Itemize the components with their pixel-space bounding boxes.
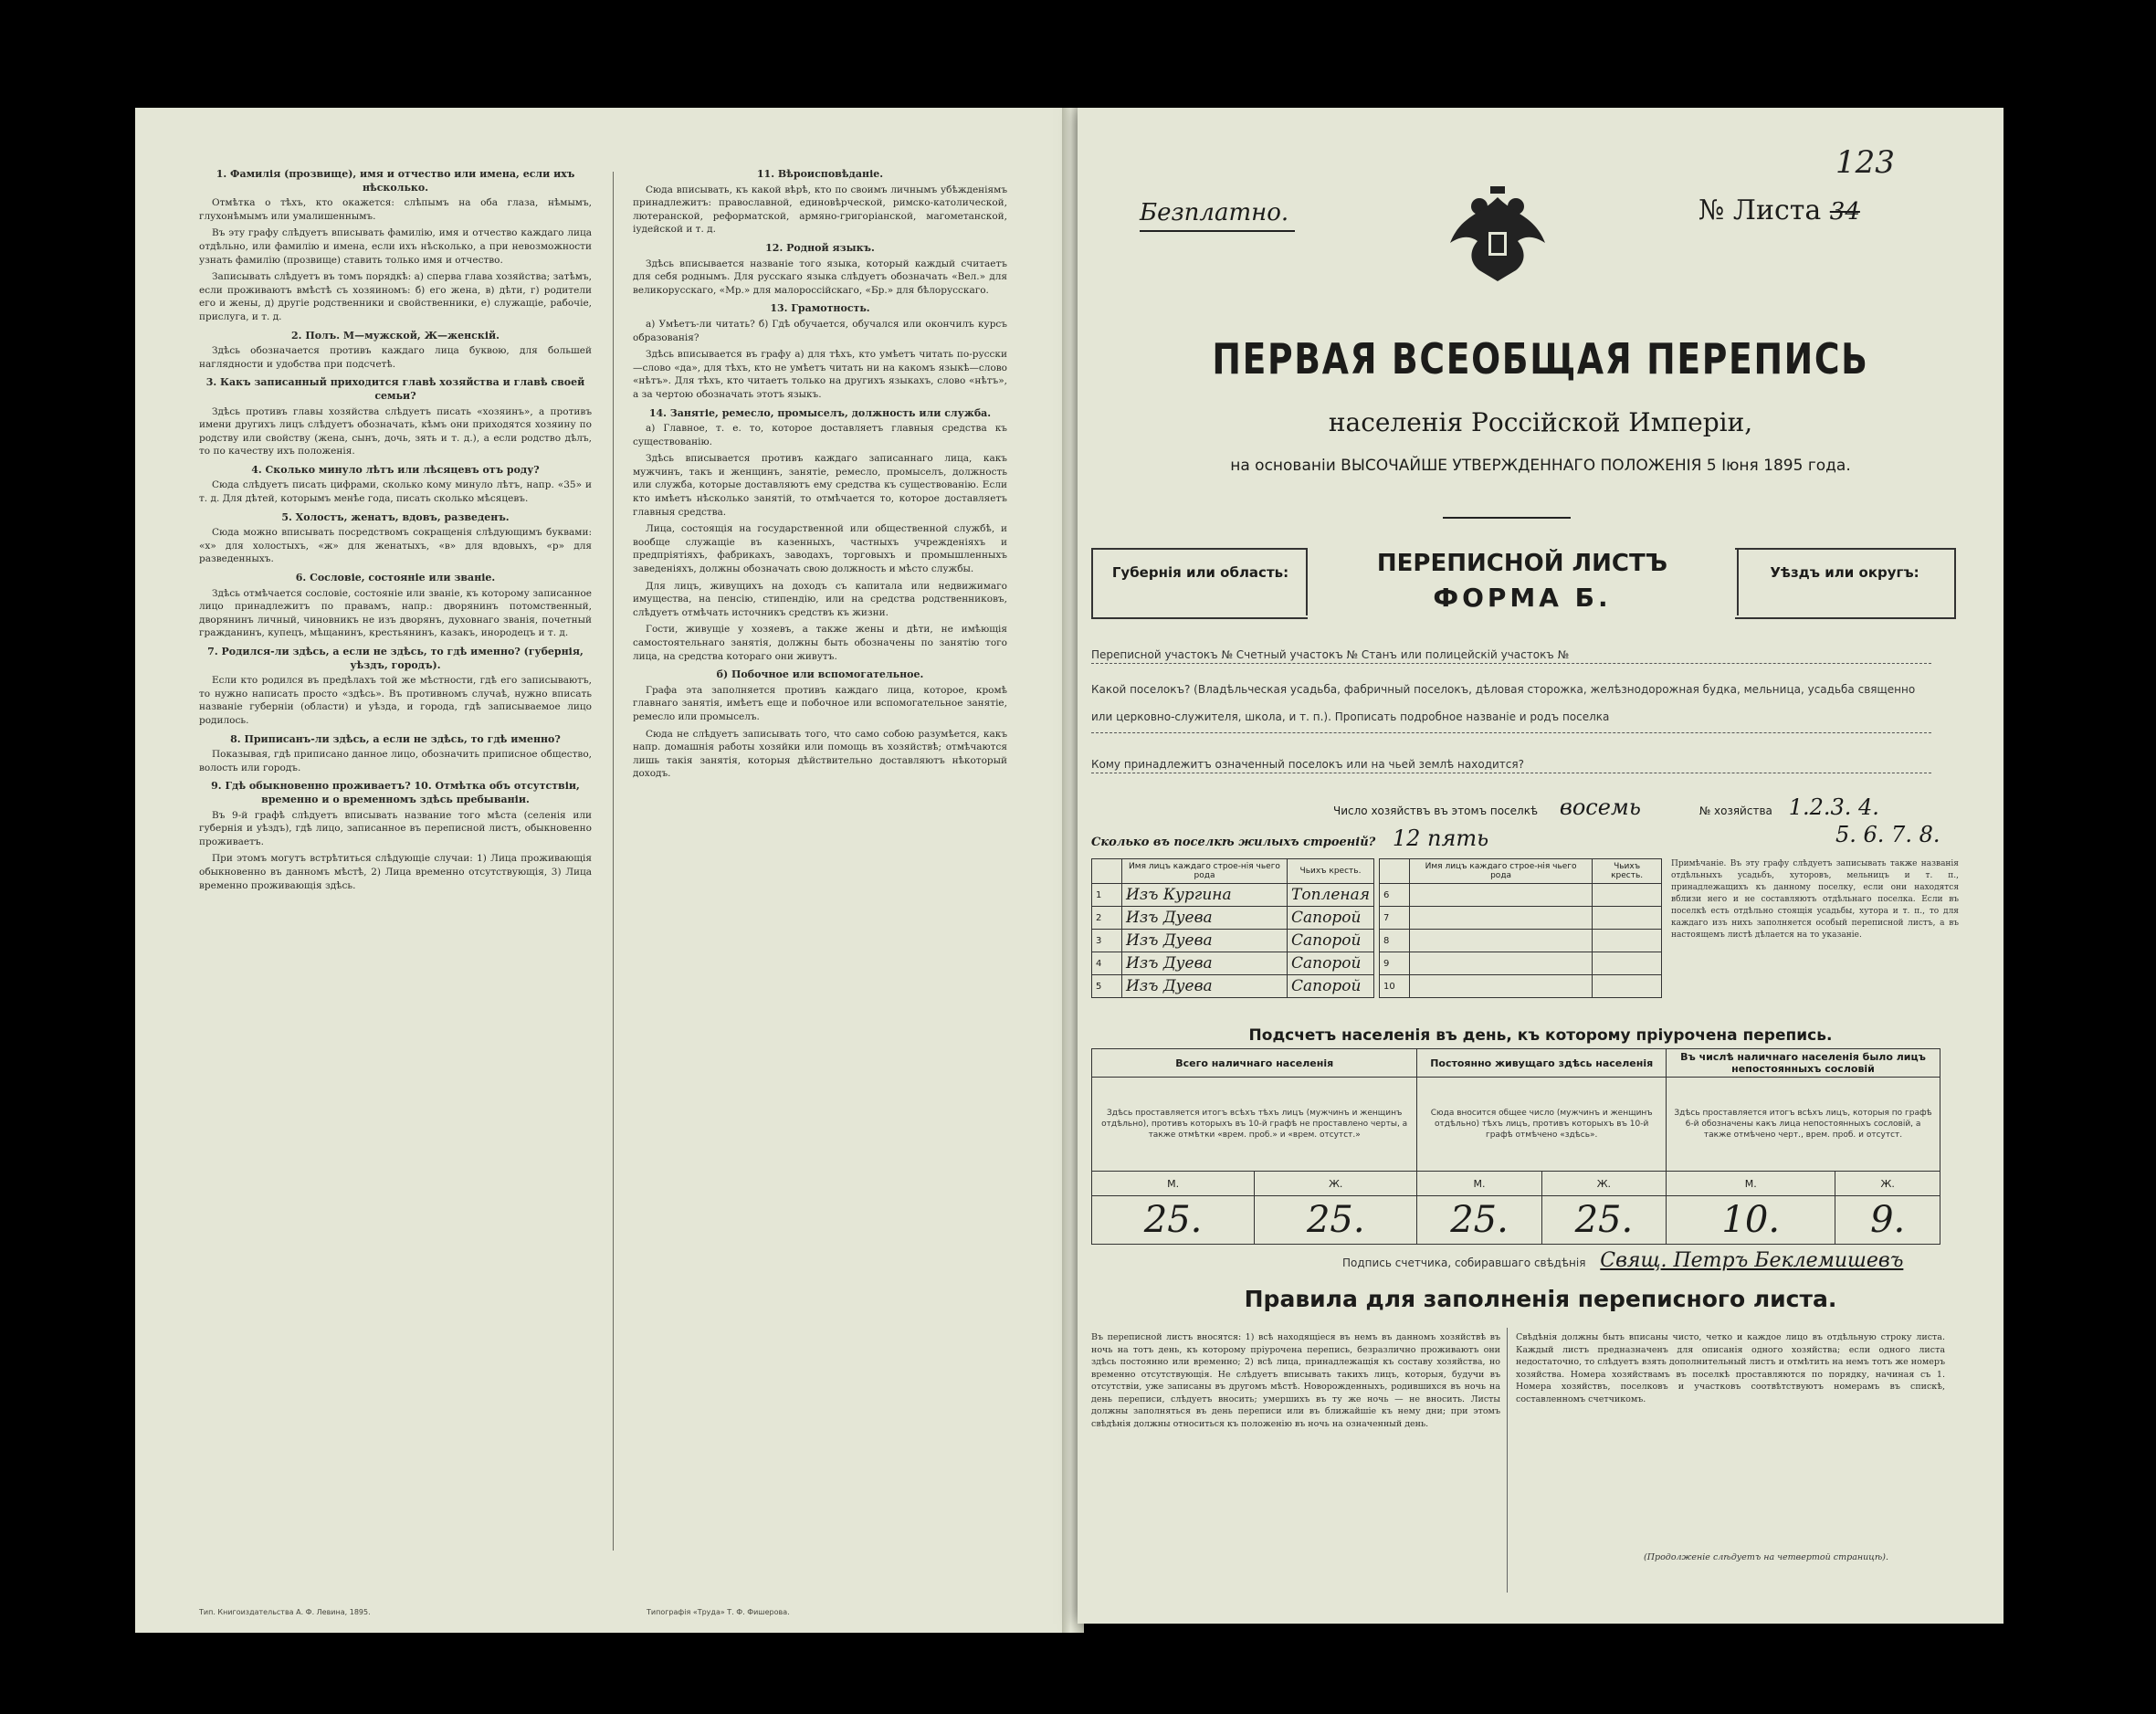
instruction-paragraph: Графа эта заполняется противъ каждаго лица, которое, кромѣ главнаго занятія, имѣетъ еще и побочное или вспомогательное занятіе, ремесло или промыселъ.: [633, 684, 1007, 722]
rules-text-column-2: Свѣдѣнія должны быть вписаны чисто, четко и каждое лицо въ отдѣльную строку листа. Каждый листъ предназначенъ для описанія одного хозяйства; если одного листа недостаточно, то слѣдуетъ взять дополнительный листъ и отмѣтить на немъ тотъ же номеръ хозяйства. Номера хозяйствамъ въ поселкѣ проставляются по порядку, начиная съ 1. Номера хозяйствъ, поселковъ и участковъ соотвѣтствуютъ номерамъ въ спискѣ, составленномъ счетчикомъ.: [1516, 1332, 1945, 1404]
section-heading: 6. Сословіе, состояніе или званіе.: [295, 572, 496, 584]
resident-name: [1410, 884, 1593, 907]
page-title: ПЕРВАЯ ВСЕОБЩАЯ ПЕРЕПИСЬ: [1212, 334, 1869, 384]
resident-name: Изъ Дуева: [1122, 907, 1288, 930]
building-row: [1380, 884, 1662, 907]
count-sex-label: М.: [1417, 1172, 1541, 1196]
section-heading: 4. Сколько минуло лѣтъ или лѣсяцевъ отъ роду?: [251, 463, 540, 476]
section-heading: 7. Родился-ли здѣсь, а если не здѣсь, то гдѣ именно? (губернія, уѣздъ, городъ).: [207, 646, 584, 671]
section-heading: 12. Родной языкъ.: [765, 241, 875, 254]
count-header-present: Всего наличнаго населенія: [1092, 1049, 1417, 1078]
population-count-table: [1091, 1048, 1940, 1245]
section-heading: 1. Фамилія (прозвище), имя и отчество или имена, если ихъ нѣсколько.: [216, 168, 575, 194]
instruction-paragraph: Въ 9-й графѣ слѣдуетъ вписывать название того мѣста (селенія или губернія и уѣздъ), гдѣ лицо, записанное въ переписной листъ, обыкновенно проживаетъ.: [199, 809, 592, 847]
signature-row: [1342, 1249, 1963, 1272]
owner-name: [1593, 975, 1662, 998]
row-number: 3: [1092, 930, 1122, 952]
owner-name: Сапорой: [1288, 975, 1374, 998]
continued-note: (Продолженіе слѣдуетъ на четвертой страницѣ).: [1644, 1552, 1888, 1562]
row-number: 7: [1380, 907, 1410, 930]
rules-text-column-1: Въ переписной листъ вносятся: 1) всѣ находящіеся въ немъ въ данномъ хозяйствѣ въ ночь на тотъ день, къ которому пріурочена перепись, безразлично проживаютъ они здѣсь постоянно или временно; 2) всѣ лица, принадлежащія къ составу хозяйства, но временно отсутствующія. Не слѣдуетъ вписывать такихъ лицъ, которыя, будучи въ отсутствіи, уже записаны въ другомъ мѣстѣ. Новорожденныхъ, родившихся въ ночь на день переписи, слѣдуетъ вносить; умершихъ въ ту же ночь — не вносить. Листы должны заполняться въ день переписи или въ ближайшіе къ нему дни; при этомъ свѣдѣнія должны относиться къ положенію въ ночь на означенный день.: [1091, 1332, 1500, 1429]
resident-name: Изъ Дуева: [1122, 952, 1288, 975]
sheet-number: [1699, 195, 1860, 226]
signature-label: Подпись счетчика, собиравшаго свѣдѣнія: [1342, 1257, 1586, 1269]
row-number: 1: [1092, 884, 1122, 907]
people-header-owner-2: Чьихъ кресть.: [1593, 859, 1662, 884]
buildings-row: [1091, 825, 1488, 851]
instruction-paragraph: Въ эту графу слѣдуетъ вписывать фамилію, имя и отчество каждаго лица отдѣльно, или фамилію и имена, если ихъ нѣсколько, а при невозможности узнать фамилію (прозвище) ставить только имя и отчество.: [199, 227, 592, 266]
title-divider: [1443, 517, 1571, 519]
row-number: 6: [1380, 884, 1410, 907]
owner-name: Топленая: [1288, 884, 1374, 907]
resident-name: [1410, 975, 1593, 998]
row-number: 8: [1380, 930, 1410, 952]
instruction-paragraph: Здѣсь противъ главы хозяйства слѣдуетъ писать «хозяинъ», а противъ имени другихъ лицъ слѣдуетъ обозначать, кѣмъ они приходятся хозяину по родству или свойству (жена, сынъ, дочь, зять и т. д.), а если родство дѣлъ, то по качеству ихъ положенія.: [199, 405, 592, 457]
instruction-paragraph: Сюда вписывать, къ какой вѣрѣ, кто по своимъ личнымъ убѣжденіямъ принадлежитъ: православной, единовѣрческой, римско-католической, лютеранской, реформатской, армяно-григоріанской, магометанской, іудейской и т. д.: [633, 184, 1007, 236]
column-divider: [613, 172, 614, 1551]
instruction-paragraph: Отмѣтка о тѣхъ, кто окажется: слѣпымъ на оба глаза, нѣмымъ, глухонѣмымъ или умалишеннымъ.: [199, 197, 592, 222]
buildings-table-left: [1091, 858, 1374, 998]
building-row: [1092, 907, 1374, 930]
owner-name: Сапорой: [1288, 930, 1374, 952]
count-value-present-male: 25.: [1092, 1196, 1255, 1245]
section-heading: 9. Гдѣ обыкновенно проживаетъ? 10. Отмѣтка объ отсутствіи, временно и о временномъ здѣсь пребываніи.: [211, 780, 580, 805]
section-heading: 3. Какъ записанный приходится главѣ хозяйства и главѣ своей семьи?: [205, 376, 585, 402]
count-value-nonpermanent-female: 9.: [1835, 1196, 1940, 1245]
count-desc-present: Здѣсь проставляется итогъ всѣхъ тѣхъ лицъ (мужчинъ и женщинъ отдѣльно), противъ которыхъ въ 10-й графѣ не проставлено черты, а также отмѣтки «врем. проб.» и «врем. отсутст.»: [1092, 1078, 1417, 1172]
building-row: [1380, 952, 1662, 975]
owner-name: Сапорой: [1288, 907, 1374, 930]
count-header-nonpermanent: Въ числѣ наличнаго населенія было лицъ непостоянныхъ сословій: [1667, 1049, 1940, 1078]
count-sex-label: Ж.: [1541, 1172, 1666, 1196]
row-number: 2: [1092, 907, 1122, 930]
census-sheet-heading: ПЕРЕПИСНОЙ ЛИСТЪ: [1376, 550, 1668, 577]
household-no-label: № хозяйства: [1699, 804, 1772, 817]
instructions-column-1: [199, 163, 592, 1560]
printer-imprint-2: Типографія «Труда» Т. Ф. Фишерова.: [647, 1608, 790, 1616]
enumerator-signature: Свящ. Петръ Беклемишевъ: [1600, 1249, 1904, 1272]
settlement-owner-line: Кому принадлежитъ означенный поселокъ или на чьей землѣ находится?: [1091, 758, 1931, 773]
sheet-number-label: № Листа: [1699, 195, 1822, 226]
count-value-nonpermanent-male: 10.: [1667, 1196, 1835, 1245]
page-subtitle-decree: на основаніи ВЫСОЧАЙШЕ УТВЕРЖДЕННАГО ПОЛОЖЕНІЯ 5 Іюня 1895 года.: [1230, 457, 1851, 475]
instruction-paragraph: Лица, состоящія на государственной или общественной службѣ, и вообще служащіе въ казенныхъ, частныхъ учрежденіяхъ и предпріятіяхъ, фабрикахъ, заводахъ, торговыхъ и промышленныхъ заведеніяхъ, должны обозначать свою должность и мѣсто службы.: [633, 523, 1007, 575]
people-header-owner: Чьихъ кресть.: [1288, 859, 1374, 884]
resident-name: [1410, 952, 1593, 975]
free-underline: [1140, 230, 1295, 232]
households-value: восемь: [1559, 794, 1641, 820]
instruction-paragraph: Здѣсь обозначается противъ каждаго лица буквою, для большей наглядности и удобства при подсчетѣ.: [199, 345, 592, 370]
resident-name: Изъ Дуева: [1122, 930, 1288, 952]
people-header-name: Имя лицъ каждаго строе-нія чьего рода: [1122, 859, 1288, 884]
households-row: [1333, 794, 1879, 820]
count-header-permanent: Постоянно живущаго здѣсь населенія: [1417, 1049, 1667, 1078]
instruction-paragraph: Гости, живущіе у хозяевъ, а также жены и дѣти, не имѣющія самостоятельнаго занятія, должны быть обозначены по занятію того лица, на средства котораго они живутъ.: [633, 624, 1007, 662]
right-page-census-form: [1078, 108, 2004, 1624]
building-row: [1380, 930, 1662, 952]
instruction-paragraph: Сюда можно вписывать посредствомъ сокращенія слѣдующимъ буквами: «х» для холостыхъ, «ж» для женатыхъ, «в» для вдовыхъ, «р» для разведенныхъ.: [199, 527, 592, 565]
count-sex-label: Ж.: [1835, 1172, 1940, 1196]
building-row: [1092, 952, 1374, 975]
instruction-paragraph: Сюда слѣдуетъ писать цифрами, сколько кому минуло лѣтъ, напр. «35» и т. д. Для дѣтей, которымъ менѣе года, писать сколько мѣсяцевъ.: [199, 479, 592, 505]
households-label: Число хозяйствъ въ этомъ поселкѣ: [1333, 804, 1539, 817]
census-plot-line: Переписной участокъ № Счетный участокъ № Станъ или полицейскій участокъ №: [1091, 648, 1931, 664]
buildings-table-right: [1379, 858, 1662, 998]
instruction-paragraph: а) Умѣетъ-ли читать? б) Гдѣ обучается, обучался или окончилъ курсъ образованія?: [633, 318, 1007, 343]
instruction-paragraph: Сюда не слѣдуетъ записывать того, что само собою разумѣется, какъ напр. домашнія работы хозяйки или помощь въ хозяйствѣ; отмѣчаются лишь такія занятія, которыя дѣйствительно доставляютъ нѣкоторый доходъ.: [633, 728, 1007, 780]
row-number: 5: [1092, 975, 1122, 998]
household-numbers-1: 1.2.3. 4.: [1788, 794, 1879, 820]
household-numbers-2: 5. 6. 7. 8.: [1835, 822, 1940, 847]
row-number: 9: [1380, 952, 1410, 975]
resident-name: [1410, 907, 1593, 930]
instruction-paragraph: Показывая, гдѣ приписано данное лицо, обозначить приписное общество, волость или городъ.: [199, 749, 592, 773]
resident-name: Изъ Кургина: [1122, 884, 1288, 907]
people-header-name-2: Имя лицъ каждаго строе-нія чьего рода: [1410, 859, 1593, 884]
instruction-paragraph: Здѣсь вписывается противъ каждаго записаннаго лица, какъ мужчинъ, такъ и женщинъ, занятіе, ремесло, промыселъ, должность или служба, которые доставляютъ ему средства къ существованію. Если кто имѣетъ нѣсколько занятій, то отмѣчается то, которое доставляетъ главныя средства.: [633, 453, 1007, 518]
resident-name: Изъ Дуева: [1122, 975, 1288, 998]
buildings-label: Сколько въ поселкѣ жилыхъ строеній?: [1091, 836, 1376, 849]
building-row: [1092, 975, 1374, 998]
section-heading: 14. Занятіе, ремесло, промыселъ, должность или служба.: [648, 406, 992, 419]
form-b-heading: ФОРМА Б.: [1433, 583, 1612, 613]
district-box: [1735, 548, 1956, 619]
count-value-present-female: 25.: [1255, 1196, 1417, 1245]
section-heading: б) Побочное или вспомогательное.: [716, 668, 924, 681]
section-heading: 5. Холостъ, женатъ, вдовъ, разведенъ.: [281, 510, 510, 523]
rules-title: Правила для заполненія переписного листа.: [1244, 1286, 1837, 1312]
section-heading: 2. Полъ. М—мужской, Ж—женскій.: [291, 329, 500, 342]
imperial-eagle-icon: [1443, 179, 1552, 289]
sheet-number-value: 34: [1829, 198, 1860, 226]
instruction-paragraph: а) Главное, т. е. то, которое доставляетъ главныя средства къ существованію.: [633, 423, 1007, 447]
owner-name: [1593, 952, 1662, 975]
instruction-paragraph: Записывать слѣдуетъ въ томъ порядкѣ: а) сперва глава хозяйства; затѣмъ, если проживаютъ вмѣстѣ съ хозяиномъ: б) его жена, в) дѣти, г) родители его и жены, д) другіе родственники и свойственники, е) служащіе, рабочіе, прислуга, и т. д.: [199, 271, 592, 322]
owner-name: [1593, 907, 1662, 930]
count-sex-label: Ж.: [1255, 1172, 1417, 1196]
row-number: 4: [1092, 952, 1122, 975]
printer-imprint: Тип. Книгоиздательства А. Ф. Левина, 1895.: [199, 1608, 371, 1616]
population-count-title: Подсчетъ населенія въ день, къ которому пріурочена перепись.: [1248, 1026, 1833, 1045]
buildings-value: 12 пять: [1392, 825, 1489, 851]
building-row: [1380, 907, 1662, 930]
count-value-permanent-male: 25.: [1417, 1196, 1541, 1245]
resident-name: [1410, 930, 1593, 952]
count-sex-label: М.: [1667, 1172, 1835, 1196]
settlement-type-line: Какой поселокъ? (Владѣльческая усадьба, фабричный поселокъ, дѣловая сторожка, желѣзнодорожная будка, мельница, усадьба священно или церковно-служителя, школа, и т. п.). Прописать подробное названіе и родъ поселка: [1091, 676, 1931, 733]
count-desc-permanent: Сюда вносится общее число (мужчинъ и женщинъ отдѣльно) тѣхъ лицъ, противъ которыхъ въ 10-й графѣ отмѣчено «здѣсь».: [1417, 1078, 1667, 1172]
section-heading: 13. Грамотность.: [770, 302, 870, 315]
section-heading: 11. Вѣроисповѣданіе.: [756, 168, 884, 180]
district-label: Уѣздъ или округъ:: [1770, 564, 1919, 581]
settlement-note: Примѣчаніе. Въ эту графу слѣдуетъ записывать также названія отдѣльныхъ усадьбъ, хуторовъ, мельницъ и т. п., принадлежащихъ къ данному поселку, если они находятся вблизи него и не составляютъ отдѣльнаго поселка. Если въ поселкѣ есть отдѣльно стоящія усадьбы, хутора и т. п., то для каждаго изъ нихъ заполняется особый переписной листъ, а въ настоящемъ листѣ дѣлается на то указаніе.: [1671, 859, 1959, 940]
instruction-paragraph: Здѣсь отмѣчается сословіе, состояніе или званіе, къ которому записанное лицо принадлежитъ по правамъ, напр.: дворянинъ потомственный, дворянинъ личный, чиновникъ не изъ дворянъ, духовнаго званія, почетный гражданинъ, купецъ, мѣщанинъ, крестьянинъ, казакъ, инородецъ и т. д.: [199, 587, 592, 639]
instruction-paragraph: Для лицъ, живущихъ на доходъ съ капитала или недвижимаго имущества, на пенсію, стипендію, или на средства родственниковъ, слѣдуетъ отмѣчать источникъ средствъ къ жизни.: [633, 580, 1007, 618]
page-subtitle: населенія Россійской Имперіи,: [1328, 407, 1753, 437]
building-row: [1092, 930, 1374, 952]
owner-name: [1593, 930, 1662, 952]
section-heading: 8. Приписанъ-ли здѣсь, а если не здѣсь, то гдѣ именно?: [230, 732, 561, 745]
left-page-instructions: [135, 108, 1067, 1633]
archive-number: 123: [1835, 144, 1895, 181]
province-box: [1091, 548, 1308, 619]
count-value-permanent-female: 25.: [1541, 1196, 1666, 1245]
count-sex-label: М.: [1092, 1172, 1255, 1196]
instruction-paragraph: Здѣсь вписывается въ графу а) для тѣхъ, кто умѣетъ читать по-русски—слово «да», для тѣхъ, кто не умѣетъ читать ни на какомъ языкѣ—слово «нѣтъ». Для тѣхъ, кто читаетъ только на другихъ языкахъ, слово «нѣтъ», а за чертою обозначать этотъ языкъ.: [633, 349, 1007, 400]
count-desc-nonpermanent: Здѣсь проставляется итогъ всѣхъ лицъ, которыя по графѣ 6-й обозначены какъ лица непостоянныхъ сословій, а также отмѣчено черт., врем. проб. и отсутст.: [1667, 1078, 1940, 1172]
owner-name: [1593, 884, 1662, 907]
owner-name: Сапорой: [1288, 952, 1374, 975]
free-of-charge-label: Безплатно.: [1140, 199, 1289, 226]
row-number: 10: [1380, 975, 1410, 998]
form-type-box: [1306, 548, 1739, 615]
province-label: Губернія или область:: [1111, 564, 1289, 581]
instructions-column-2: [633, 163, 1007, 1560]
instruction-paragraph: При этомъ могутъ встрѣтиться слѣдующіе случаи: 1) Лица проживающія обыкновенно въ данномъ мѣстѣ, 2) Лица временно отсутствующія, 3) Лица временно проживающія здѣсь.: [199, 853, 592, 891]
rules-divider: [1507, 1328, 1508, 1593]
instruction-paragraph: Если кто родился въ предѣлахъ той же мѣстности, гдѣ его записываютъ, то нужно написать просто «здѣсь». Въ противномъ случаѣ, нужно вписать названіе губерніи (области) и уѣзда, и города, гдѣ записываемое лицо родилось.: [199, 675, 592, 726]
instruction-paragraph: Здѣсь вписывается названіе того языка, который каждый считаетъ для себя роднымъ. Для русскаго языка слѣдуетъ обозначать «Вел.» для великорусскаго, «Мр.» для малороссійскаго, «Бр.» для бѣлорусскаго.: [633, 258, 1007, 296]
building-row: [1380, 975, 1662, 998]
building-row: [1092, 884, 1374, 907]
